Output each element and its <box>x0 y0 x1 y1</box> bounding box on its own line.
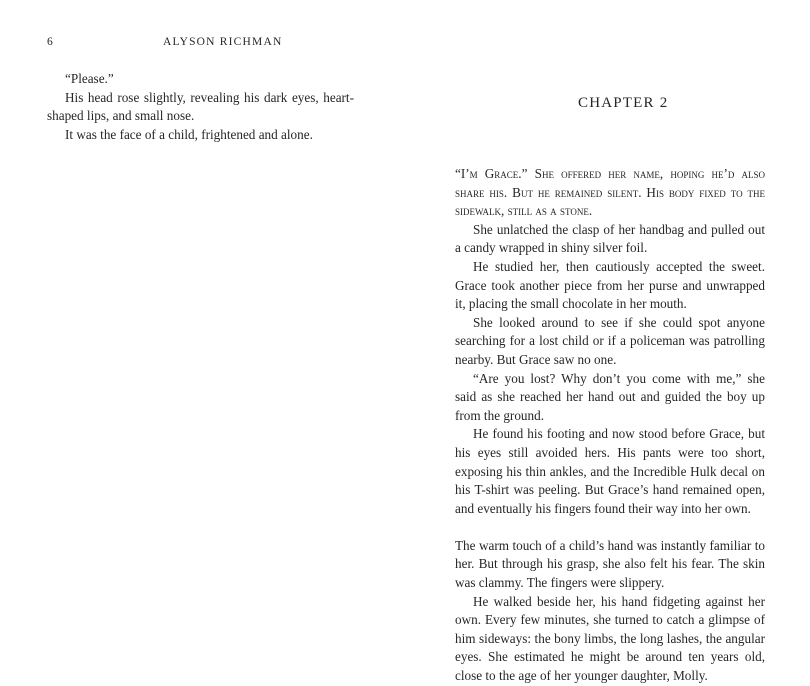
paragraph: She looked around to see if she could spot anyone searching for a lost child or if a policeman was patrolling nearby. But Grace saw no one. <box>455 314 765 367</box>
paragraph: He walked beside her, his hand fidgeting against her own. Every few minutes, she turned to catch a glimpse of him sideways: the bony limbs, the long lashes, the angular eyes. She estimated he might be around ten years old, close to the age of her younger daughter, Molly. <box>455 593 765 684</box>
paragraph: “Please.” <box>65 71 114 86</box>
page-number: 6 <box>47 36 54 48</box>
paragraph: He found his footing and now stood before Grace, but his eyes still avoided hers. His pants were too short, exposing his thin ankles, and the Incredible Hulk decal on his T-shirt was peeling. But Grace’s hand remained open, and eventually his fingers found their way into her own. <box>455 426 765 516</box>
chapter-title: CHAPTER 2 <box>578 95 669 111</box>
left-page <box>0 0 405 608</box>
paragraph: “Are you lost? Why don’t you come with me,” she said as she reached her hand out and guided the boy up from the ground. <box>455 370 765 423</box>
paragraph: It was the face of a child, frightened and alone. <box>65 126 313 142</box>
opening-paragraph: “I’m Grace.” She offered her name, hoping he’d also share his. But he remained silent. His body fixed to the sidewalk, still as a stone. <box>455 166 765 219</box>
paragraph: His head rose slightly, revealing his dark eyes, heart-shaped lips, and small nose. <box>47 89 354 124</box>
paragraph: She unlatched the clasp of her handbag and pulled out a candy wrapped in shiny silver foil. <box>455 221 765 256</box>
left-page-text <box>47 70 354 144</box>
right-page <box>405 0 810 684</box>
author-name: ALYSON RICHMAN <box>163 36 283 48</box>
paragraph: He studied her, then cautiously accepted the sweet. Grace took another piece from her purse and unwrapped it, placing the small chocolate in her mouth. <box>455 258 765 312</box>
section-break-paragraph: The warm touch of a child’s hand was instantly familiar to her. But through his grasp, she also felt his fear. The skin was clammy. The fingers were slippery. <box>455 537 765 591</box>
